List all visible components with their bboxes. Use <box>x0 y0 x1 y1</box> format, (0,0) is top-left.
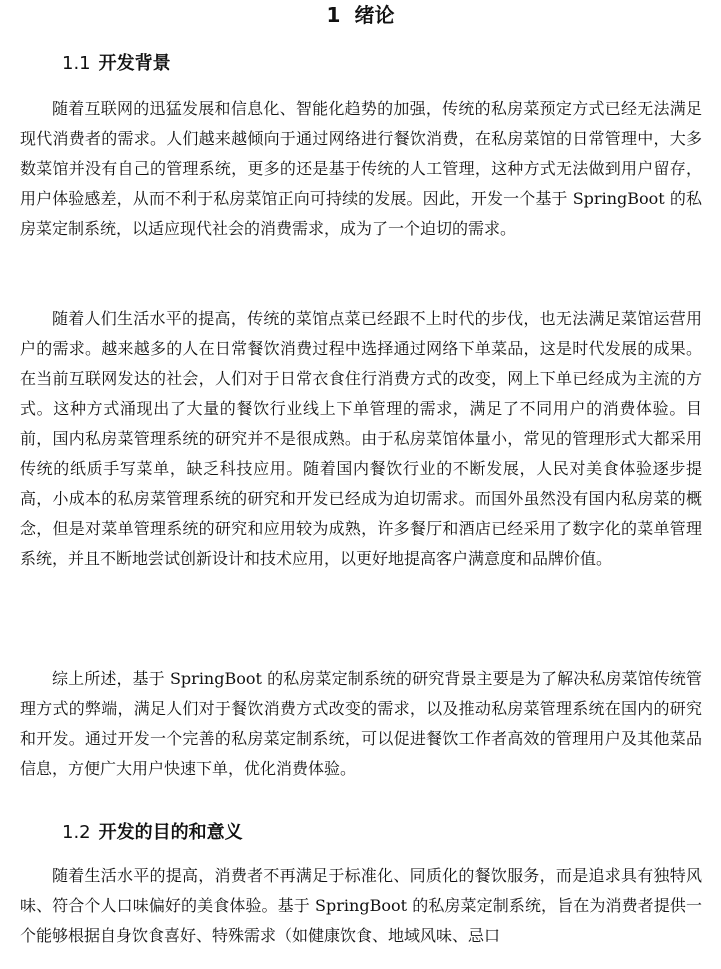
paragraph-background-1: 随着互联网的迅猛发展和信息化、智能化趋势的加强，传统的私房菜预定方式已经无法满足现代消费者的需求。人们越来越倾向于通过网络进行餐饮消费，在私房菜馆的日常管理中，大多数菜馆并没有自己的管理系统，更多的还是基于传统的人工管理，这种方式无法做到用户留存，用户体验感差，从而不利于私房菜馆正向可持续的发展。因此，开发一个基于 SpringBoot 的私房菜定制系统，以适应现代社会的消费需求，成为了一个迫切的需求。 <box>20 99 702 238</box>
section-heading-background <box>62 52 171 76</box>
chapter-number: 1 <box>326 3 341 27</box>
section-number: 1.2 <box>62 822 91 843</box>
section-heading-purpose <box>62 821 243 845</box>
chapter-title <box>0 2 721 28</box>
paragraph-purpose-1: 随着生活水平的提高，消费者不再满足于标准化、同质化的餐饮服务，而是追求具有独特风味、符合个人口味偏好的美食体验。基于 SpringBoot 的私房菜定制系统，旨在为消费者提供一个能够根据自身饮食喜好、特殊需求（如健康饮食、地域风味、忌口 <box>20 866 702 945</box>
paragraph-background-2: 随着人们生活水平的提高，传统的菜馆点菜已经跟不上时代的步伐，也无法满足菜馆运营用户的需求。越来越多的人在日常餐饮消费过程中选择通过网络下单菜品，这是时代发展的成果。在当前互联网发达的社会，人们对于日常衣食住行消费方式的改变，网上下单已经成为主流的方式。这种方式涌现出了大量的餐饮行业线上下单管理的需求，满足了不同用户的消费体验。目前，国内私房菜管理系统的研究并不是很成熟。由于私房菜馆体量小，常见的管理形式大都采用传统的纸质手写菜单，缺乏科技应用。随着国内餐饮行业的不断发展，人民对美食体验逐步提高，小成本的私房菜管理系统的研究和开发已经成为迫切需求。而国外虽然没有国内私房菜的概念，但是对菜单管理系统的研究和应用较为成熟，许多餐厅和酒店已经采用了数字化的菜单管理系统，并且不断地尝试创新设计和技术应用，以更好地提高客户满意度和品牌价值。 <box>20 309 702 568</box>
section-title-text: 开发的目的和意义 <box>98 822 243 843</box>
section-number: 1.1 <box>62 53 91 74</box>
chapter-title-text: 绪论 <box>354 3 395 27</box>
section-title-text: 开发背景 <box>98 53 171 74</box>
paragraph-background-3: 综上所述，基于 SpringBoot 的私房菜定制系统的研究背景主要是为了解决私房菜馆传统管理方式的弊端，满足人们对于餐饮消费方式改变的需求，以及推动私房菜管理系统在国内的研究和开发。通过开发一个完善的私房菜定制系统，可以促进餐饮工作者高效的管理用户及其他菜品信息，方便广大用户快速下单，优化消费体验。 <box>20 669 702 778</box>
